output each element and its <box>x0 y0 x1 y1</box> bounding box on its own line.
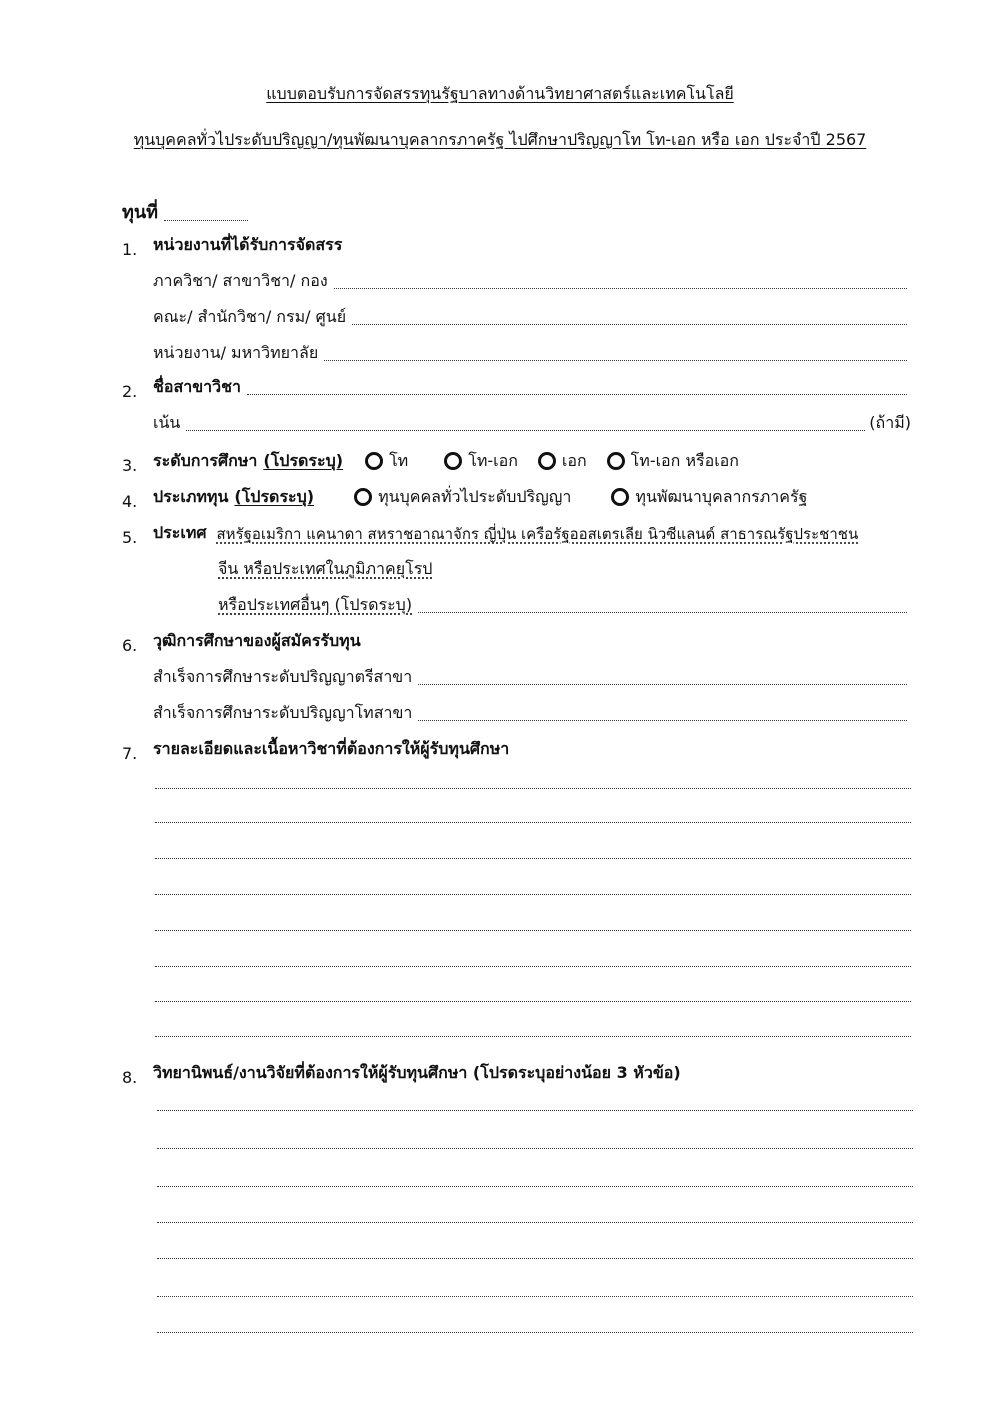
s6-bachelor-row <box>153 664 911 690</box>
s7-answer-line[interactable] <box>155 1036 911 1037</box>
s3-option-label: โท-เอก <box>468 451 518 470</box>
s2-field-name-input[interactable] <box>247 394 907 395</box>
s4-specify-label: (โปรดระบุ) <box>234 487 315 506</box>
s6-master-label: สำเร็จการศึกษาระดับปริญญาโทสาขา <box>153 703 413 722</box>
s3-option-master-phd[interactable] <box>444 449 518 474</box>
s6-bachelor-label: สำเร็จการศึกษาระดับปริญญาตรีสาขา <box>153 667 413 686</box>
s2-heading-text: ชื่อสาขาวิชา <box>153 377 241 396</box>
s8-answer-line[interactable] <box>157 1186 913 1187</box>
s6-master-field[interactable] <box>418 720 907 721</box>
s4-option-label: ทุนบุคคลทั่วไประดับปริญญา <box>378 487 572 506</box>
s5-countries-line2: จีน หรือประเทศในภูมิภาคยุโรป <box>218 559 433 578</box>
radio-icon[interactable] <box>354 488 372 506</box>
form-title: แบบตอบรับการจัดสรรทุนรัฐบาลทางด้านวิทยาศาสตร์และเทคโนโลยี <box>266 84 734 103</box>
s3-option-either[interactable] <box>607 449 739 474</box>
s7-answer-line[interactable] <box>155 822 911 823</box>
s4-option-public-sector[interactable] <box>611 485 807 510</box>
s5-other-label: หรือประเทศอื่นๆ (โปรดระบุ) <box>218 595 413 614</box>
s2-focus-row <box>153 410 911 436</box>
radio-icon[interactable] <box>444 452 462 470</box>
s7-answer-line[interactable] <box>155 1001 911 1002</box>
s8-answer-line[interactable] <box>157 1148 913 1149</box>
s3-option-label: โท <box>389 451 409 470</box>
s8-heading-text: วิทยานิพนธ์/งานวิจัยที่ต้องการให้ผู้รับทุนศึกษา (โปรดระบุอย่างน้อย 3 หัวข้อ) <box>153 1063 681 1082</box>
s1-heading-text: หน่วยงานที่ได้รับการจัดสรร <box>153 235 343 254</box>
s2-focus-label: เน้น <box>153 413 181 432</box>
form-subtitle: ทุนบุคคลทั่วไประดับปริญญา/ทุนพัฒนาบุคลากรภาครัฐ ไปศึกษาปริญญาโท โท-เอก หรือ เอก ประจำปี 2567 <box>133 130 867 149</box>
radio-icon[interactable] <box>607 452 625 470</box>
s3-row <box>153 448 759 474</box>
s1-heading <box>153 232 342 258</box>
scholarship-no-field[interactable] <box>164 220 248 221</box>
s7-heading <box>153 736 509 762</box>
s8-answer-line[interactable] <box>157 1110 913 1111</box>
s3-number: 3. <box>122 456 138 475</box>
s3-specify-label: (โปรดระบุ) <box>263 451 344 470</box>
s1-faculty-row <box>153 304 911 330</box>
s8-heading <box>153 1060 681 1086</box>
s1-faculty-field[interactable] <box>352 324 907 325</box>
s1-faculty-label: คณะ/ สำนักวิชา/ กรม/ ศูนย์ <box>153 307 347 326</box>
s3-heading-text: ระดับการศึกษา <box>153 451 258 470</box>
s8-answer-line[interactable] <box>157 1296 913 1297</box>
s1-dept-row <box>153 268 911 294</box>
s7-number: 7. <box>122 744 138 763</box>
s5-countries-line1: สหรัฐอเมริกา แคนาดา สหราชอาณาจักร ญี่ปุ่น เครือรัฐออสเตรเลีย นิวซีแลนด์ สาธารณรัฐประชาชน <box>216 525 859 543</box>
s4-number: 4. <box>122 492 138 511</box>
s1-agency-label: หน่วยงาน/ มหาวิทยาลัย <box>153 343 319 362</box>
s5-heading-text: ประเทศ <box>153 523 207 542</box>
s3-option-label: เอก <box>561 451 587 470</box>
s3-option-label: โท-เอก หรือเอก <box>630 451 739 470</box>
s2-focus-field[interactable] <box>186 430 865 431</box>
radio-icon[interactable] <box>538 452 556 470</box>
s8-answer-line[interactable] <box>157 1258 913 1259</box>
s3-option-master[interactable] <box>365 449 408 474</box>
scholarship-no-label: ทุนที่ <box>122 202 159 223</box>
s7-answer-line[interactable] <box>155 788 911 789</box>
s2-if-any-label: (ถ้ามี) <box>869 413 911 432</box>
s6-bachelor-field[interactable] <box>418 684 907 685</box>
s7-heading-text: รายละเอียดและเนื้อหาวิชาที่ต้องการให้ผู้รับทุนศึกษา <box>153 739 510 758</box>
s5-line2-row <box>218 556 432 582</box>
s7-answer-line[interactable] <box>155 930 911 931</box>
s1-agency-field[interactable] <box>324 360 907 361</box>
s8-answer-line[interactable] <box>157 1222 913 1223</box>
s6-master-row <box>153 700 911 726</box>
s6-heading <box>153 628 361 654</box>
s5-row <box>153 520 858 546</box>
s5-number: 5. <box>122 528 138 547</box>
s2-field-row <box>153 374 911 400</box>
radio-icon[interactable] <box>611 488 629 506</box>
s8-number: 8. <box>122 1068 138 1087</box>
s4-option-general[interactable] <box>354 485 571 510</box>
s7-answer-line[interactable] <box>155 858 911 859</box>
s7-answer-line[interactable] <box>155 894 911 895</box>
s1-agency-row <box>153 340 911 366</box>
s2-number: 2. <box>122 382 138 401</box>
s8-answer-line[interactable] <box>157 1332 913 1333</box>
s6-number: 6. <box>122 636 138 655</box>
s1-number: 1. <box>122 240 138 259</box>
scholarship-no-row <box>122 200 252 226</box>
s4-heading-text: ประเภททุน <box>153 487 229 506</box>
s4-row <box>153 484 827 510</box>
radio-icon[interactable] <box>365 452 383 470</box>
s3-option-phd[interactable] <box>538 449 587 474</box>
s6-heading-text: วุฒิการศึกษาของผู้สมัครรับทุน <box>153 631 361 650</box>
s5-other-row <box>218 592 911 618</box>
s1-dept-label: ภาควิชา/ สาขาวิชา/ กอง <box>153 271 328 290</box>
s1-dept-field[interactable] <box>334 288 907 289</box>
s5-other-field[interactable] <box>418 612 907 613</box>
s7-answer-line[interactable] <box>155 966 911 967</box>
s4-option-label: ทุนพัฒนาบุคลากรภาครัฐ <box>635 487 808 506</box>
